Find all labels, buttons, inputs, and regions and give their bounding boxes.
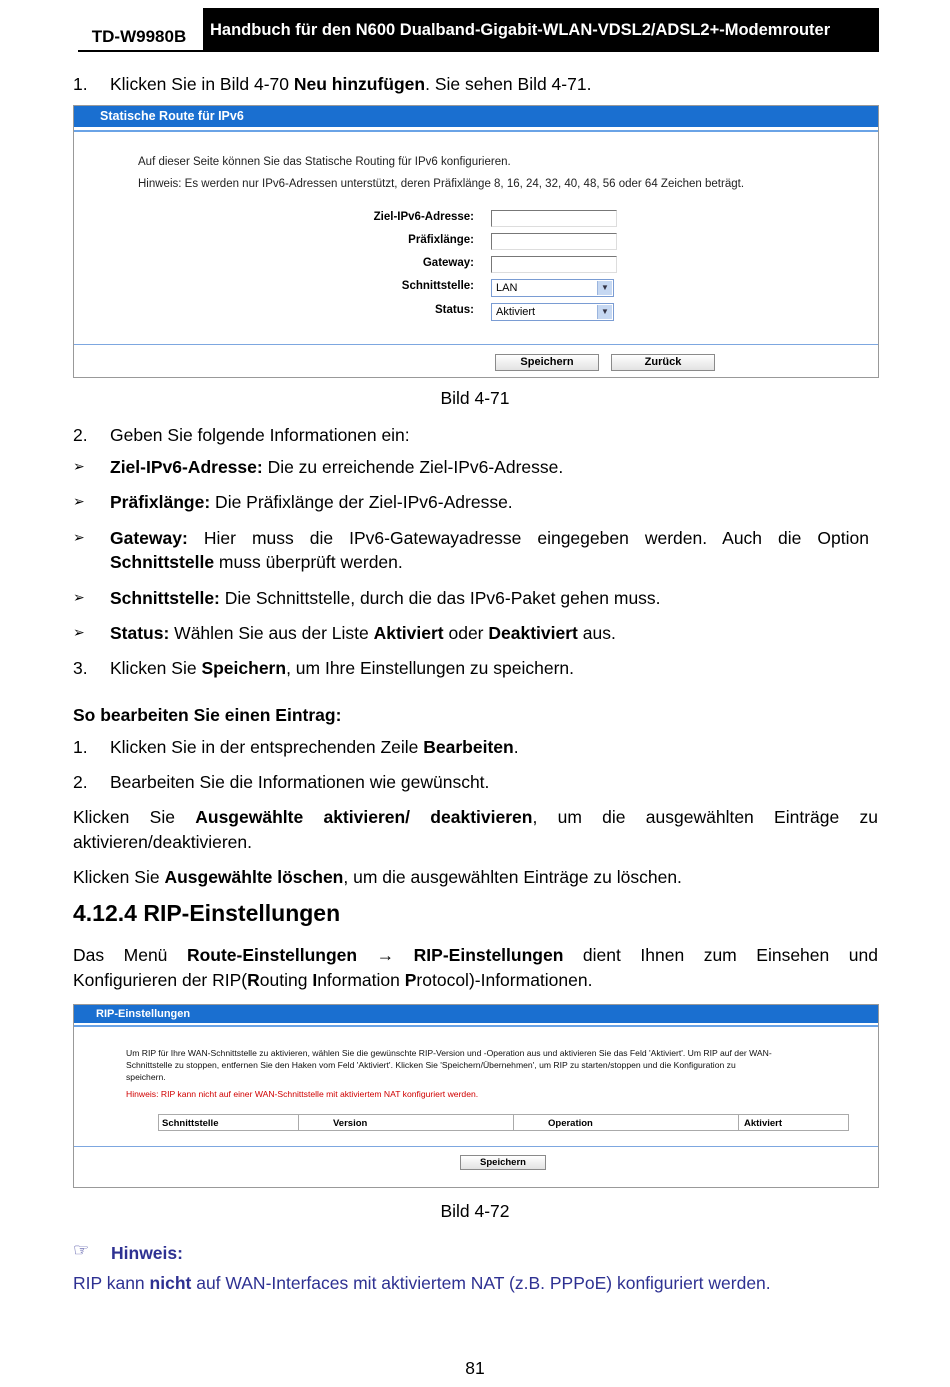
column-header: Aktiviert (744, 1118, 783, 1129)
panel-underline (74, 1025, 878, 1027)
section-paragraph-line2: Konfigurieren der RIP(Routing Information Protocol)-Informationen. (73, 970, 593, 990)
bullet-icon: ➢ (73, 458, 85, 474)
panel-title: Statische Route für IPv6 (74, 106, 878, 127)
status-select[interactable]: Aktiviert ▼ (491, 303, 614, 321)
header-model: TD-W9980B (78, 24, 200, 52)
column-header: Operation (514, 1115, 739, 1130)
rip-warning: Hinweis: RIP kann nicht auf einer WAN-Schnittstelle mit aktiviertem NAT konfiguriert werden. (126, 1089, 479, 1099)
bullet-gateway-line2: Schnittstelle muss überprüft werden. (110, 552, 403, 572)
divider (74, 344, 878, 345)
bullet-gateway: Gateway: Hier muss die IPv6-Gatewayadresse eingegeben werden. Auch die Option (110, 528, 869, 548)
rip-table-header (158, 1114, 849, 1131)
bullet-interface: Schnittstelle: Die Schnittstelle, durch die das IPv6-Paket gehen muss. (110, 588, 661, 608)
column-header: Version (299, 1115, 514, 1130)
divider (74, 1146, 878, 1147)
status-label: Status: (435, 304, 474, 316)
step-number: 3. (73, 658, 88, 678)
gateway-input[interactable] (491, 256, 617, 273)
bullet-icon: ➢ (73, 589, 85, 605)
pointing-hand-icon: ☞ (73, 1240, 90, 1260)
section-paragraph: Das Menü Route-Einstellungen → RIP-Einstellungen dient Ihnen zum Einsehen und (73, 945, 878, 965)
section-heading: 4.12.4 RIP-Einstellungen (73, 900, 341, 926)
page-number: 81 (465, 1358, 485, 1378)
step-3-text: Klicken Sie Speichern, um Ihre Einstellungen zu speichern. (110, 658, 575, 678)
screenshot-rip-settings (73, 1004, 879, 1188)
header-rule (78, 50, 879, 52)
column-header: Schnittstelle (159, 1115, 299, 1130)
step-2-text: Geben Sie folgende Informationen ein: (110, 425, 410, 445)
interface-select[interactable]: LAN ▼ (491, 279, 614, 297)
bullet-prefix: Präfixlänge: Die Präfixlänge der Ziel-IPv6-Adresse. (110, 492, 513, 512)
edit-step-2: Bearbeiten Sie die Informationen wie gewünscht. (110, 772, 490, 792)
rip-description: Um RIP für Ihre WAN-Schnittstelle zu aktivieren, wählen Sie die gewünschte RIP-Version und -Operation aus und aktivieren Sie das Feld 'Aktiviert'. Um RIP auf der WAN- Schnittstelle zu stoppen, entfernen Sie den Haken vom Feld 'Aktiviert'. Klicken Sie 'Speichern/Übernehmen', um RIP zu starten/stoppen und die Konfiguration zu speichern. (126, 1048, 772, 1082)
step-number: 2. (73, 425, 88, 445)
edit-heading: So bearbeiten Sie einen Eintrag: (73, 705, 342, 725)
bullet-icon: ➢ (73, 529, 85, 545)
bullet-dest: Ziel-IPv6-Adresse: Die zu erreichende Ziel-IPv6-Adresse. (110, 457, 564, 477)
edit-step-1: Klicken Sie in der entsprechenden Zeile Bearbeiten. (110, 737, 519, 757)
note-label: Hinweis: (111, 1243, 183, 1263)
hint-text: Hinweis: Es werden nur IPv6-Adressen unterstützt, deren Präfixlänge 8, 16, 24, 32, 40, 48, 56 oder 64 Zeichen beträgt. (138, 178, 745, 190)
panel-title: RIP-Einstellungen (74, 1005, 878, 1023)
screenshot-ipv6-static-route (73, 105, 879, 378)
delete-paragraph: Klicken Sie Ausgewählte löschen, um die ausgewählten Einträge zu löschen. (73, 867, 682, 887)
bullet-icon: ➢ (73, 493, 85, 509)
panel-underline (74, 130, 878, 132)
gateway-label: Gateway: (422, 257, 474, 269)
bullet-icon: ➢ (73, 624, 85, 640)
arrow-right-icon: → (376, 945, 395, 965)
step-number: 1. (73, 737, 88, 757)
figure-caption-4-71: Bild 4-71 (440, 388, 510, 408)
header-title: Handbuch für den N600 Dualband-Gigabit-WLAN-VDSL2/ADSL2+-Modemrouter (203, 8, 879, 50)
step-number: 2. (73, 772, 88, 792)
prefix-input[interactable] (491, 233, 617, 250)
save-button[interactable]: Speichern (460, 1155, 546, 1170)
enable-disable-line2: aktivieren/deaktivieren. (73, 832, 252, 852)
bullet-status: Status: Wählen Sie aus der Liste Aktiviert oder Deaktiviert aus. (110, 623, 616, 643)
figure-caption-4-72: Bild 4-72 (440, 1201, 510, 1221)
dest-label: Ziel-IPv6-Adresse: (373, 211, 474, 223)
chevron-down-icon: ▼ (597, 305, 612, 319)
back-button[interactable]: Zurück (611, 354, 715, 371)
enable-disable-paragraph: Klicken Sie Ausgewählte aktivieren/ deaktivieren, um die ausgewählten Einträge zu (73, 807, 878, 827)
step-number: 1. (73, 74, 88, 94)
interface-label: Schnittstelle: (401, 280, 474, 292)
intro-text: Auf dieser Seite können Sie das Statische Routing für IPv6 konfigurieren. (138, 156, 511, 168)
save-button[interactable]: Speichern (495, 354, 599, 371)
note-text: RIP kann nicht auf WAN-Interfaces mit aktiviertem NAT (z.B. PPPoE) konfiguriert werden. (73, 1273, 771, 1293)
step-1-text: Klicken Sie in Bild 4-70 Neu hinzufügen. Sie sehen Bild 4-71. (110, 74, 592, 94)
prefix-label: Präfixlänge: (408, 234, 474, 246)
chevron-down-icon: ▼ (597, 281, 612, 295)
dest-input[interactable] (491, 210, 617, 227)
